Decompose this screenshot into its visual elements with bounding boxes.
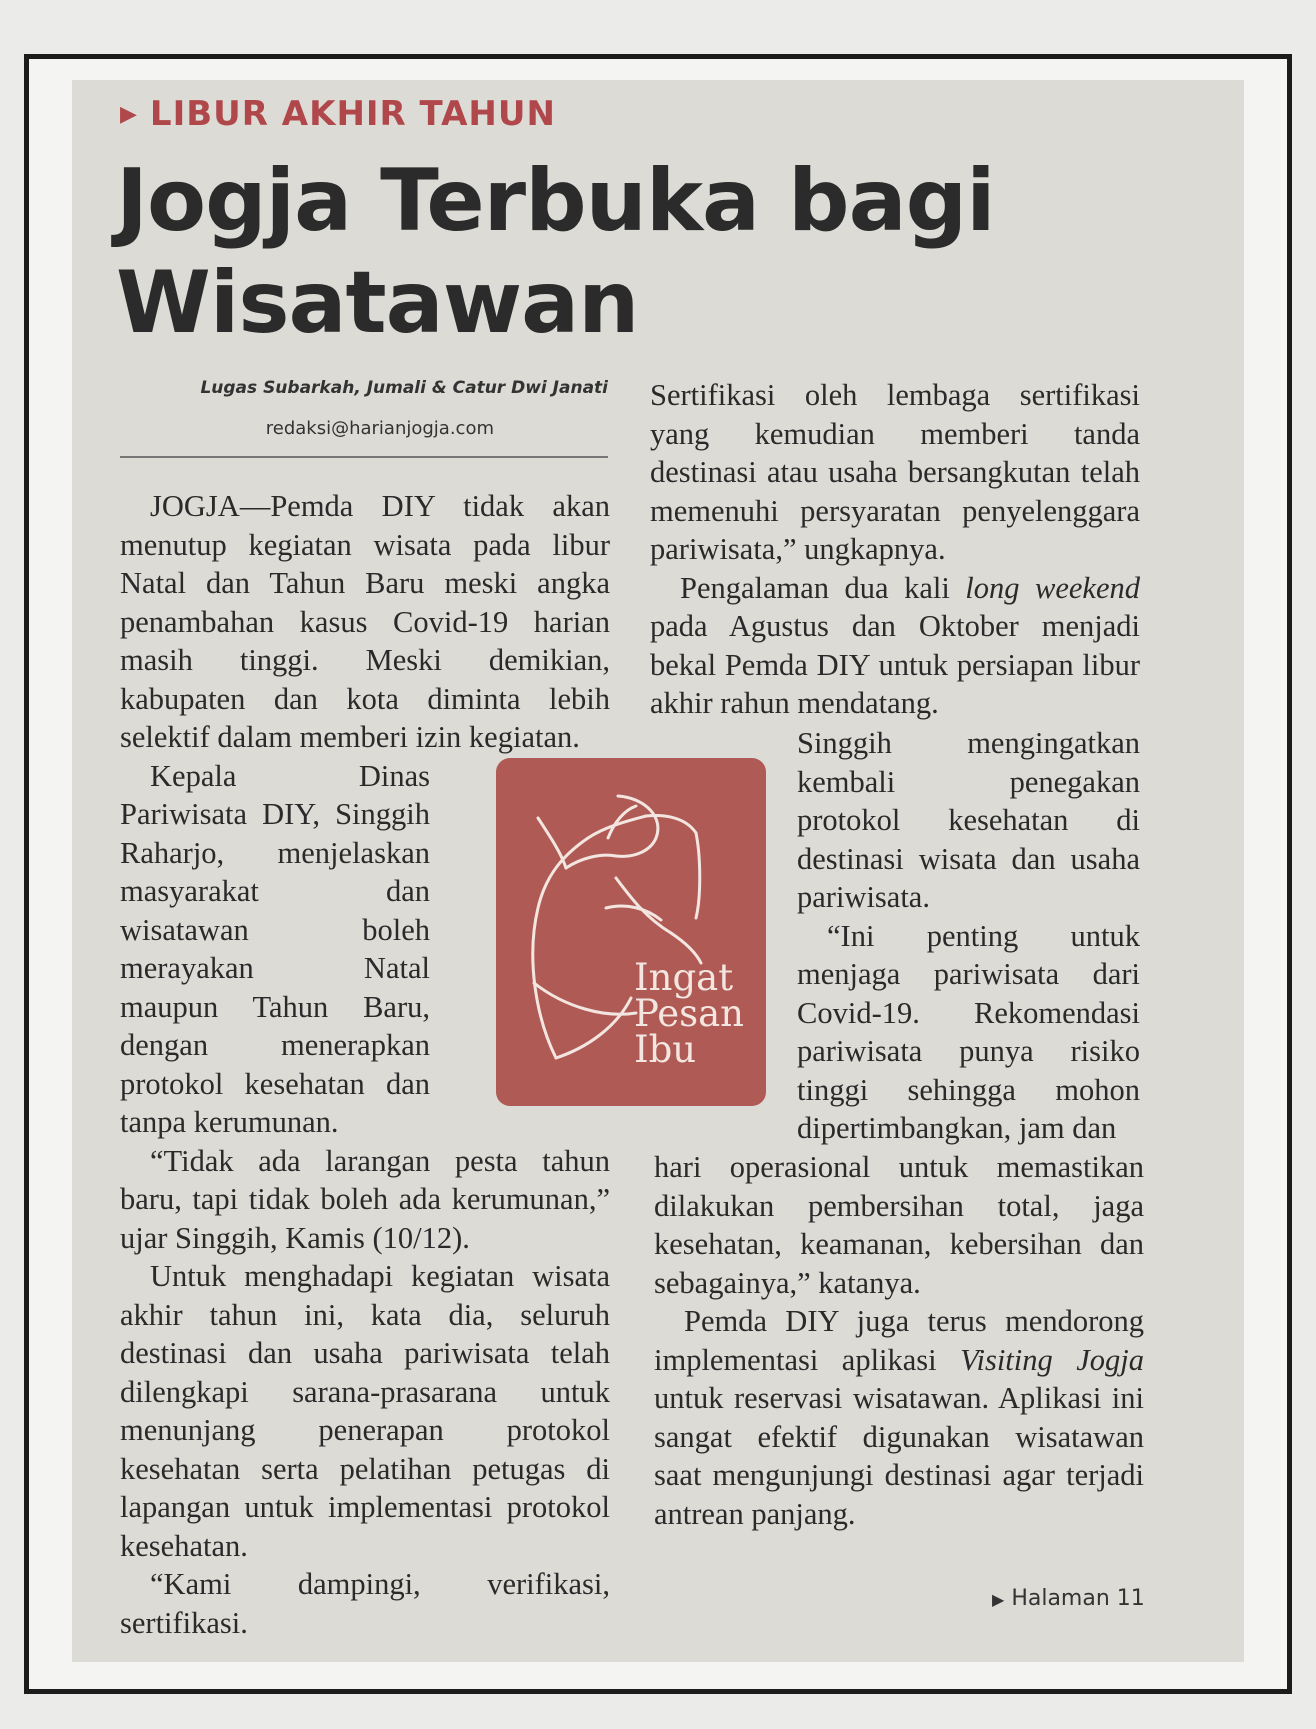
author-email: redaksi@harianjogja.com [265, 418, 494, 439]
kicker-text: LIBUR AKHIR TAHUN [149, 94, 556, 134]
paragraph: Kepala Dinas Pariwisata DIY, Singgih Raharjo, menjelaskan masyarakat dan wisatawan boleh merayakan Natal maupun Tahun Baru, dengan menerapkan protokol kesehatan dan tanpa kerumunan. [120, 758, 430, 1139]
inset-line: Pesan [634, 992, 745, 1035]
paragraph [654, 1302, 1144, 1533]
text-run: untuk reservasi wisatawan. Aplikasi ini sangat efektif digunakan wisatawan saat mengunjungi destinasi agar terjadi antrean panjang. [654, 1381, 1144, 1531]
paragraph: “Ini penting untuk menjaga pariwisata dari Covid-19. Rekomendasi pariwisata punya risiko tinggi sehingga mohon dipertimbangkan, jam dan [797, 918, 1140, 1145]
text-run: Pemda DIY juga terus mendorong implementasi aplikasi [654, 1304, 1144, 1377]
italic-run: long weekend [965, 570, 1140, 605]
paragraph: Untuk menghadapi kegiatan wisata akhir tahun ini, kata dia, seluruh destinasi dan usaha pariwisata telah dilengkapi sarana-prasarana untuk menunjang penerapan protokol kesehatan serta pelatihan petugas di lapangan untuk implementasi protokol kesehatan. [120, 1259, 610, 1563]
arrow-right-icon: ▶ [992, 1590, 1005, 1609]
text-run: pada Agustus dan Oktober menjadi bekal Pemda DIY untuk persiapan libur akhir rahun mendatang. [650, 609, 1140, 720]
inset-caption [634, 956, 754, 1071]
paragraph: hari operasional untuk memastikan dilakukan pembersihan total, jaga kesehatan, keamanan, kebersihan dan sebagainya,” katanya. [654, 1150, 1144, 1300]
continuation-text: Halaman 11 [1011, 1586, 1145, 1611]
text-run: Pengalaman dua kali [680, 570, 966, 605]
kicker-arrow-icon: ▶ [120, 102, 138, 127]
headline: Jogja Terbuka bagi Wisatawan [116, 151, 995, 353]
paragraph [650, 569, 1140, 723]
article-right-column [650, 376, 1140, 723]
paragraph: Singgih mengingatkan kembali penegakan protokol kesehatan di destinasi wisata dan usaha pariwisata. [797, 726, 1140, 914]
paragraph: “Tidak ada larangan pesta tahun baru, tapi tidak boleh ada kerumunan,” ujar Singgih, Kamis (10/12). [120, 1143, 610, 1255]
article-right-wrap [797, 724, 1140, 1148]
byline: Lugas Subarkah, Jumali & Catur Dwi Janati [200, 378, 608, 398]
inset-line: Ingat [634, 956, 734, 999]
italic-run: Visiting Jogja [960, 1342, 1144, 1377]
paragraph: Sertifikasi oleh lembaga sertifikasi yang kemudian memberi tanda destinasi atau usaha bersangkutan telah memenuhi persyaratan penyelenggara pariwisata,” ungkapnya. [650, 378, 1140, 566]
continuation-link[interactable] [992, 1586, 1145, 1611]
ingat-pesan-ibu-inset [496, 758, 766, 1106]
paragraph: “Kami dampingi, verifikasi, sertifikasi. [120, 1567, 610, 1640]
inset-line: Ibu [634, 1028, 697, 1071]
section-kicker [120, 94, 556, 134]
byline-divider [120, 456, 608, 458]
article-right-bottom [654, 1148, 1144, 1533]
paragraph: JOGJA—Pemda DIY tidak akan menutup kegiatan wisata pada libur Natal dan Tahun Baru meski angka penambahan kasus Covid-19 harian masih tinggi. Meski demikian, kabupaten dan kota diminta lebih selektif dalam memberi izin kegiatan. [120, 489, 610, 754]
